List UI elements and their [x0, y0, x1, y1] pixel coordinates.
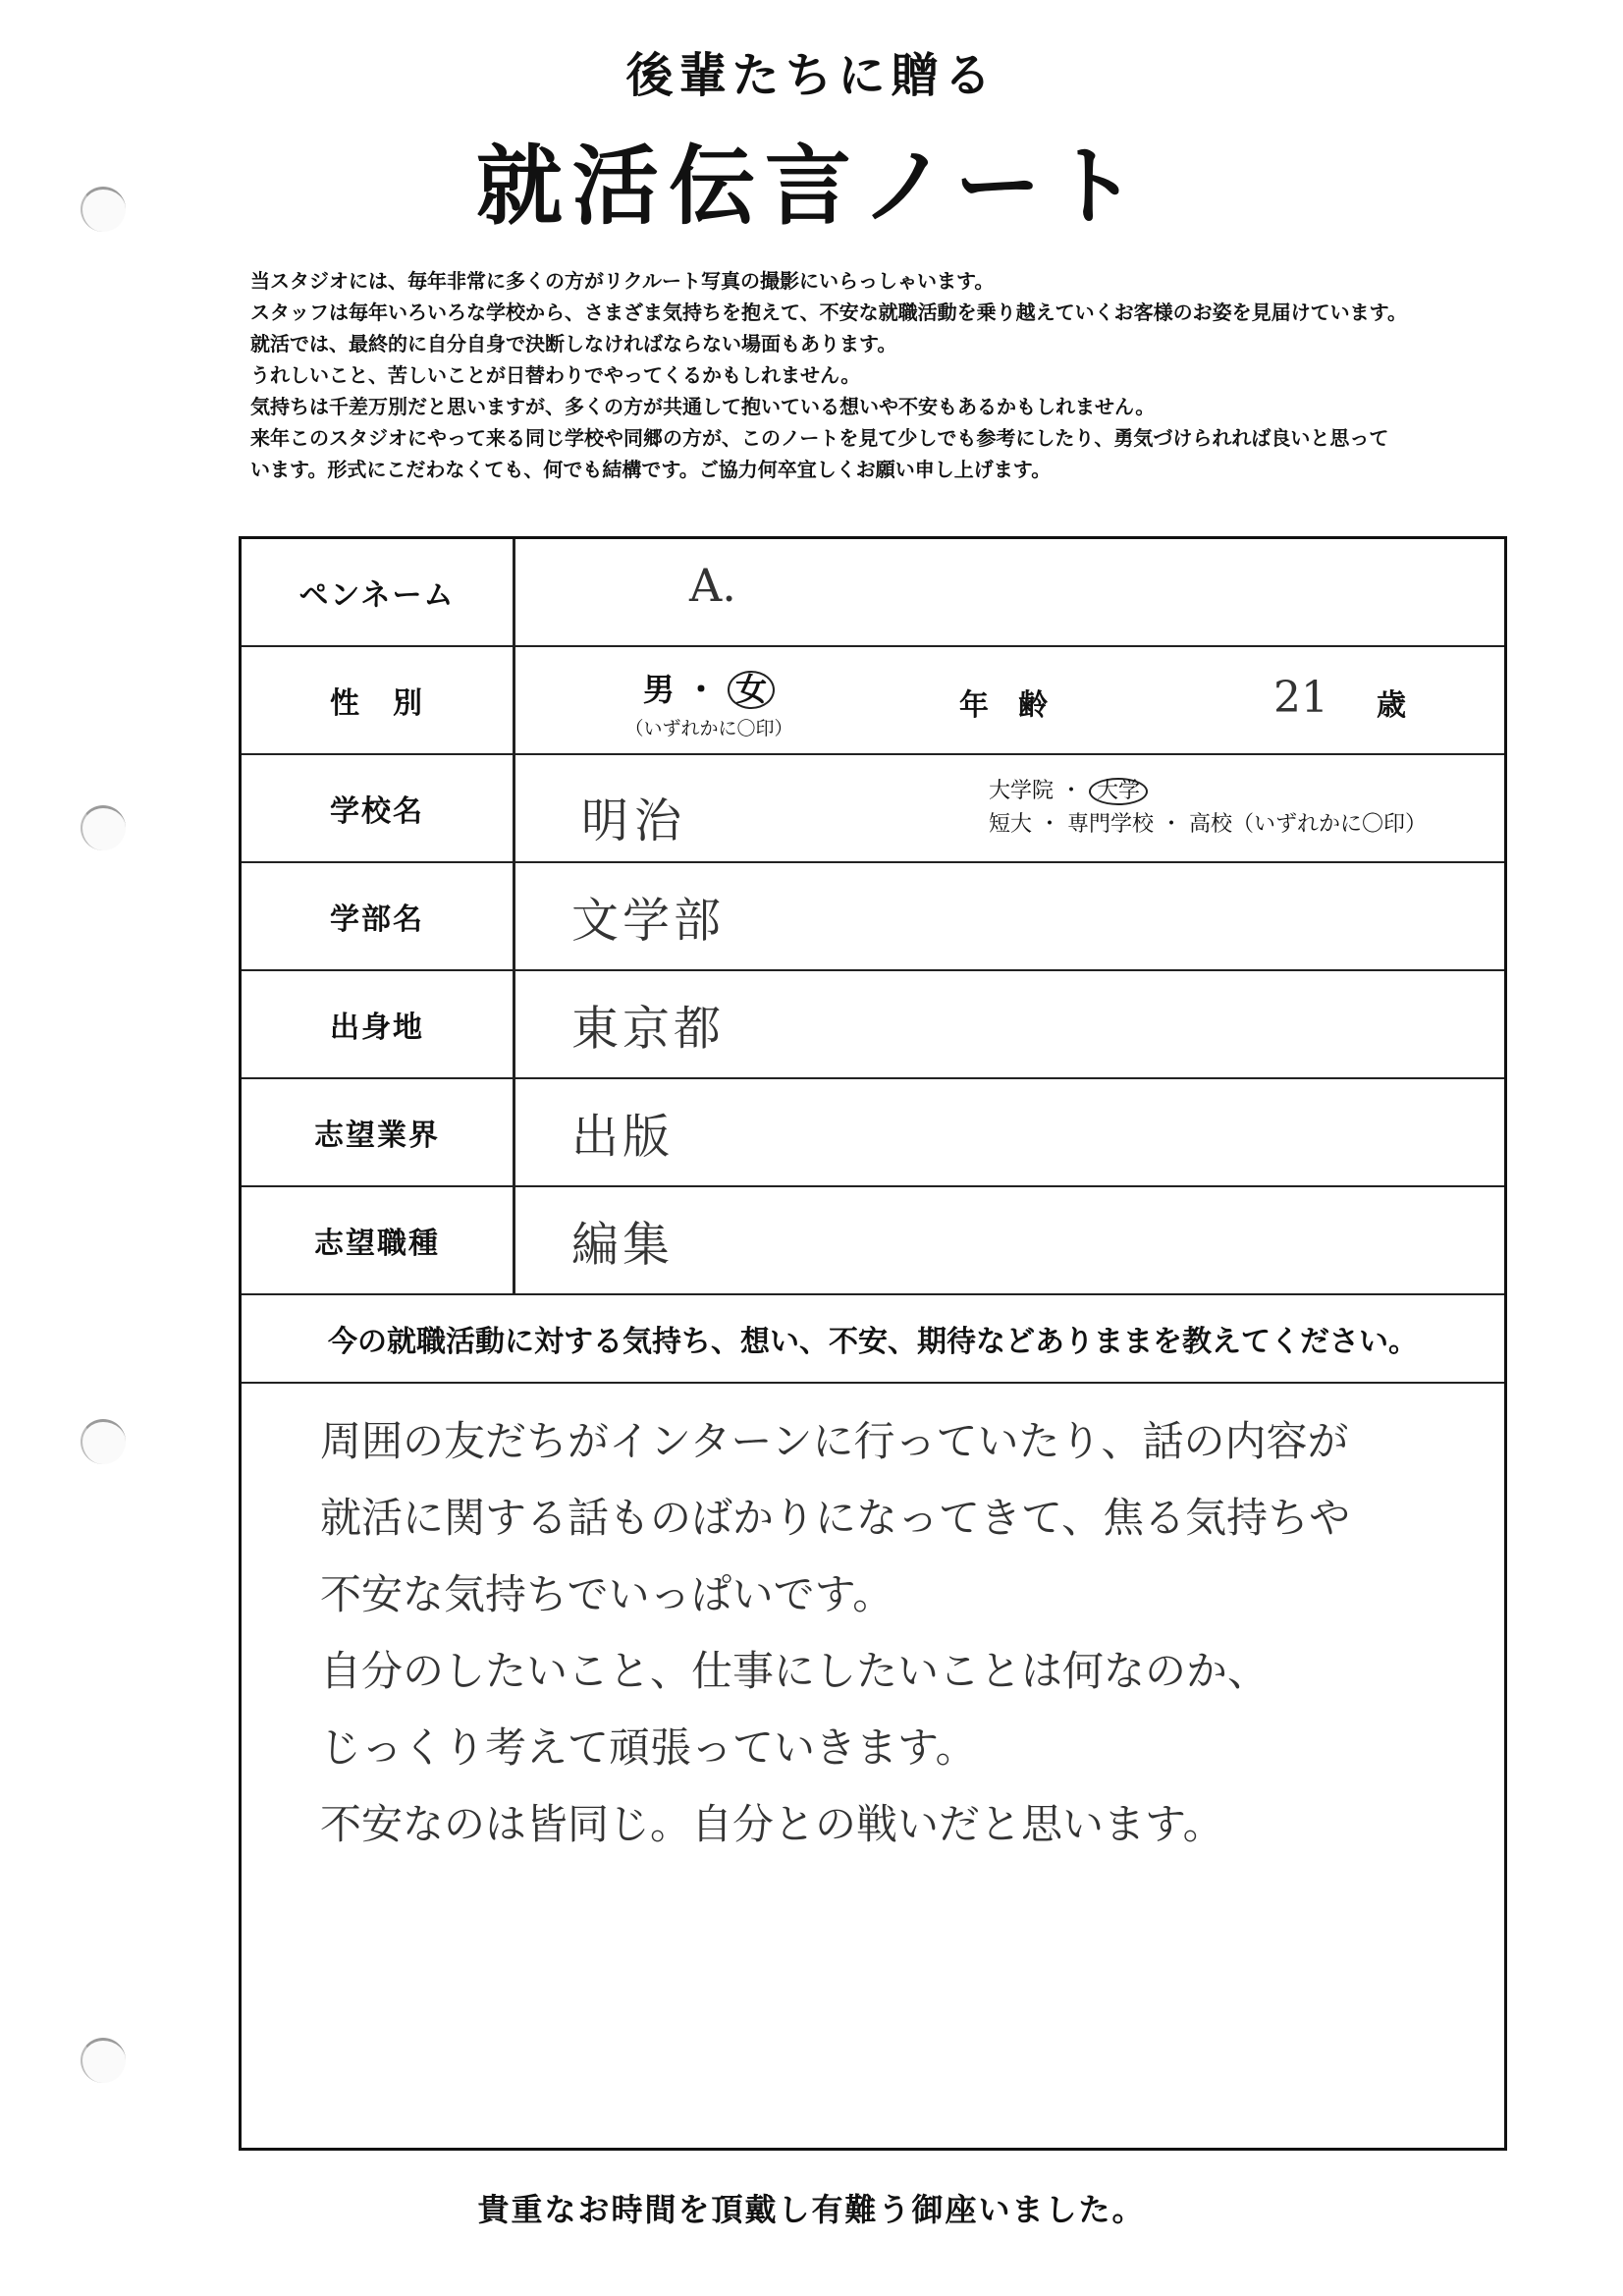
job-label: 志望職種 [242, 1187, 515, 1293]
school-row [242, 755, 1504, 863]
job-field[interactable] [513, 1187, 1504, 1293]
gender-option-female[interactable]: 女 [728, 671, 775, 709]
binder-hole-4 [81, 2038, 126, 2083]
answer-line: 周囲の友だちがインターンに行っていたり、話の内容が [320, 1417, 1349, 1465]
binder-hole-3 [81, 1419, 126, 1464]
penname-value: A. [689, 559, 736, 612]
faculty-value: 文学部 [571, 893, 726, 949]
age-unit: 歳 [1377, 688, 1406, 723]
school-type-graduate[interactable]: 大学院 [989, 779, 1055, 803]
answer-area[interactable] [242, 1384, 1504, 2148]
gender-separator: ・ [684, 671, 717, 708]
school-field[interactable] [513, 755, 1504, 861]
faculty-label: 学部名 [242, 863, 515, 969]
hometown-label: 出身地 [242, 971, 515, 1077]
intro-text [250, 265, 1586, 485]
page-subtitle: 後輩たちに贈る [625, 48, 998, 103]
intro-line: うれしいこと、苦しいことが日替わりでやってくるかもしれません。 [250, 363, 861, 387]
school-label: 学校名 [242, 755, 515, 861]
school-type-others[interactable]: 短大 ・ 専門学校 ・ 高校（いずれかに〇印） [989, 812, 1427, 837]
page-title: 就活伝言ノート [475, 136, 1148, 237]
school-value: 明治 [581, 793, 688, 848]
intro-line: 就活では、最終的に自分自身で決断しなければならない場面もあります。 [250, 332, 897, 355]
gender-option-male[interactable]: 男 [642, 671, 675, 708]
answer-line: 就活に関する話ものばかりになってきて、焦る気持ちや [320, 1494, 1351, 1542]
intro-line: 気持ちは千差万別だと思いますが、多くの方が共通して抱いている想いや不安もあるかもしれません。 [250, 395, 1156, 418]
questionnaire-form [239, 536, 1507, 2151]
answer-line: 不安な気持ちでいっぱいです。 [320, 1570, 894, 1618]
faculty-row [242, 863, 1504, 971]
question-text: 今の就職活動に対する気持ち、想い、不安、期待などありままを教えてください。 [328, 1325, 1418, 1359]
binder-hole-2 [81, 805, 126, 850]
question-row [242, 1295, 1504, 1384]
industry-value: 出版 [571, 1109, 675, 1165]
industry-field[interactable] [513, 1079, 1504, 1185]
gender-label: 性 別 [242, 647, 515, 753]
gender-field[interactable] [513, 647, 1504, 753]
intro-line: います。形式にこだわなくても、何でも結構です。ご協力何卒宜しくお願い申し上げます。 [250, 458, 1052, 481]
answer-line: じっくり考えて頑張っていきます。 [320, 1723, 977, 1772]
gender-row [242, 647, 1504, 755]
penname-label: ペンネーム [242, 539, 515, 645]
faculty-field[interactable] [513, 863, 1504, 969]
intro-line: 来年このスタジオにやって来る同じ学校や同郷の方が、このノートを見て少しでも参考にしたり、勇気づけられれば良いと思って [250, 426, 1389, 450]
intro-line: スタッフは毎年いろいろな学校から、さまざま気持ちを抱えて、不安な就職活動を乗り越えていくお客様のお姿を見届けています。 [250, 301, 1407, 324]
gender-note: （いずれかに〇印） [624, 718, 793, 739]
answer-line: 不安なのは皆同じ。自分との戦いだと思います。 [320, 1800, 1224, 1848]
penname-row [242, 539, 1504, 647]
hometown-row [242, 971, 1504, 1079]
intro-line: 当スタジオには、毎年非常に多くの方がリクルート写真の撮影にいらっしゃいます。 [250, 269, 995, 293]
industry-row [242, 1079, 1504, 1187]
footer-thanks: 貴重なお時間を頂戴し有難う御座いました。 [477, 2191, 1146, 2228]
age-label: 年 齢 [959, 688, 1048, 723]
hometown-value: 東京都 [571, 1001, 726, 1057]
hometown-field[interactable] [513, 971, 1504, 1077]
penname-field[interactable] [513, 539, 1504, 645]
answer-line: 自分のしたいこと、仕事にしたいことは何なのか、 [320, 1647, 1270, 1695]
school-type-university[interactable]: 大学 [1089, 778, 1148, 805]
job-row [242, 1187, 1504, 1295]
industry-label: 志望業界 [242, 1079, 515, 1185]
job-value: 編集 [571, 1217, 675, 1273]
school-type-sep: ・ [1060, 779, 1083, 803]
age-value[interactable]: 21 [1273, 673, 1328, 723]
